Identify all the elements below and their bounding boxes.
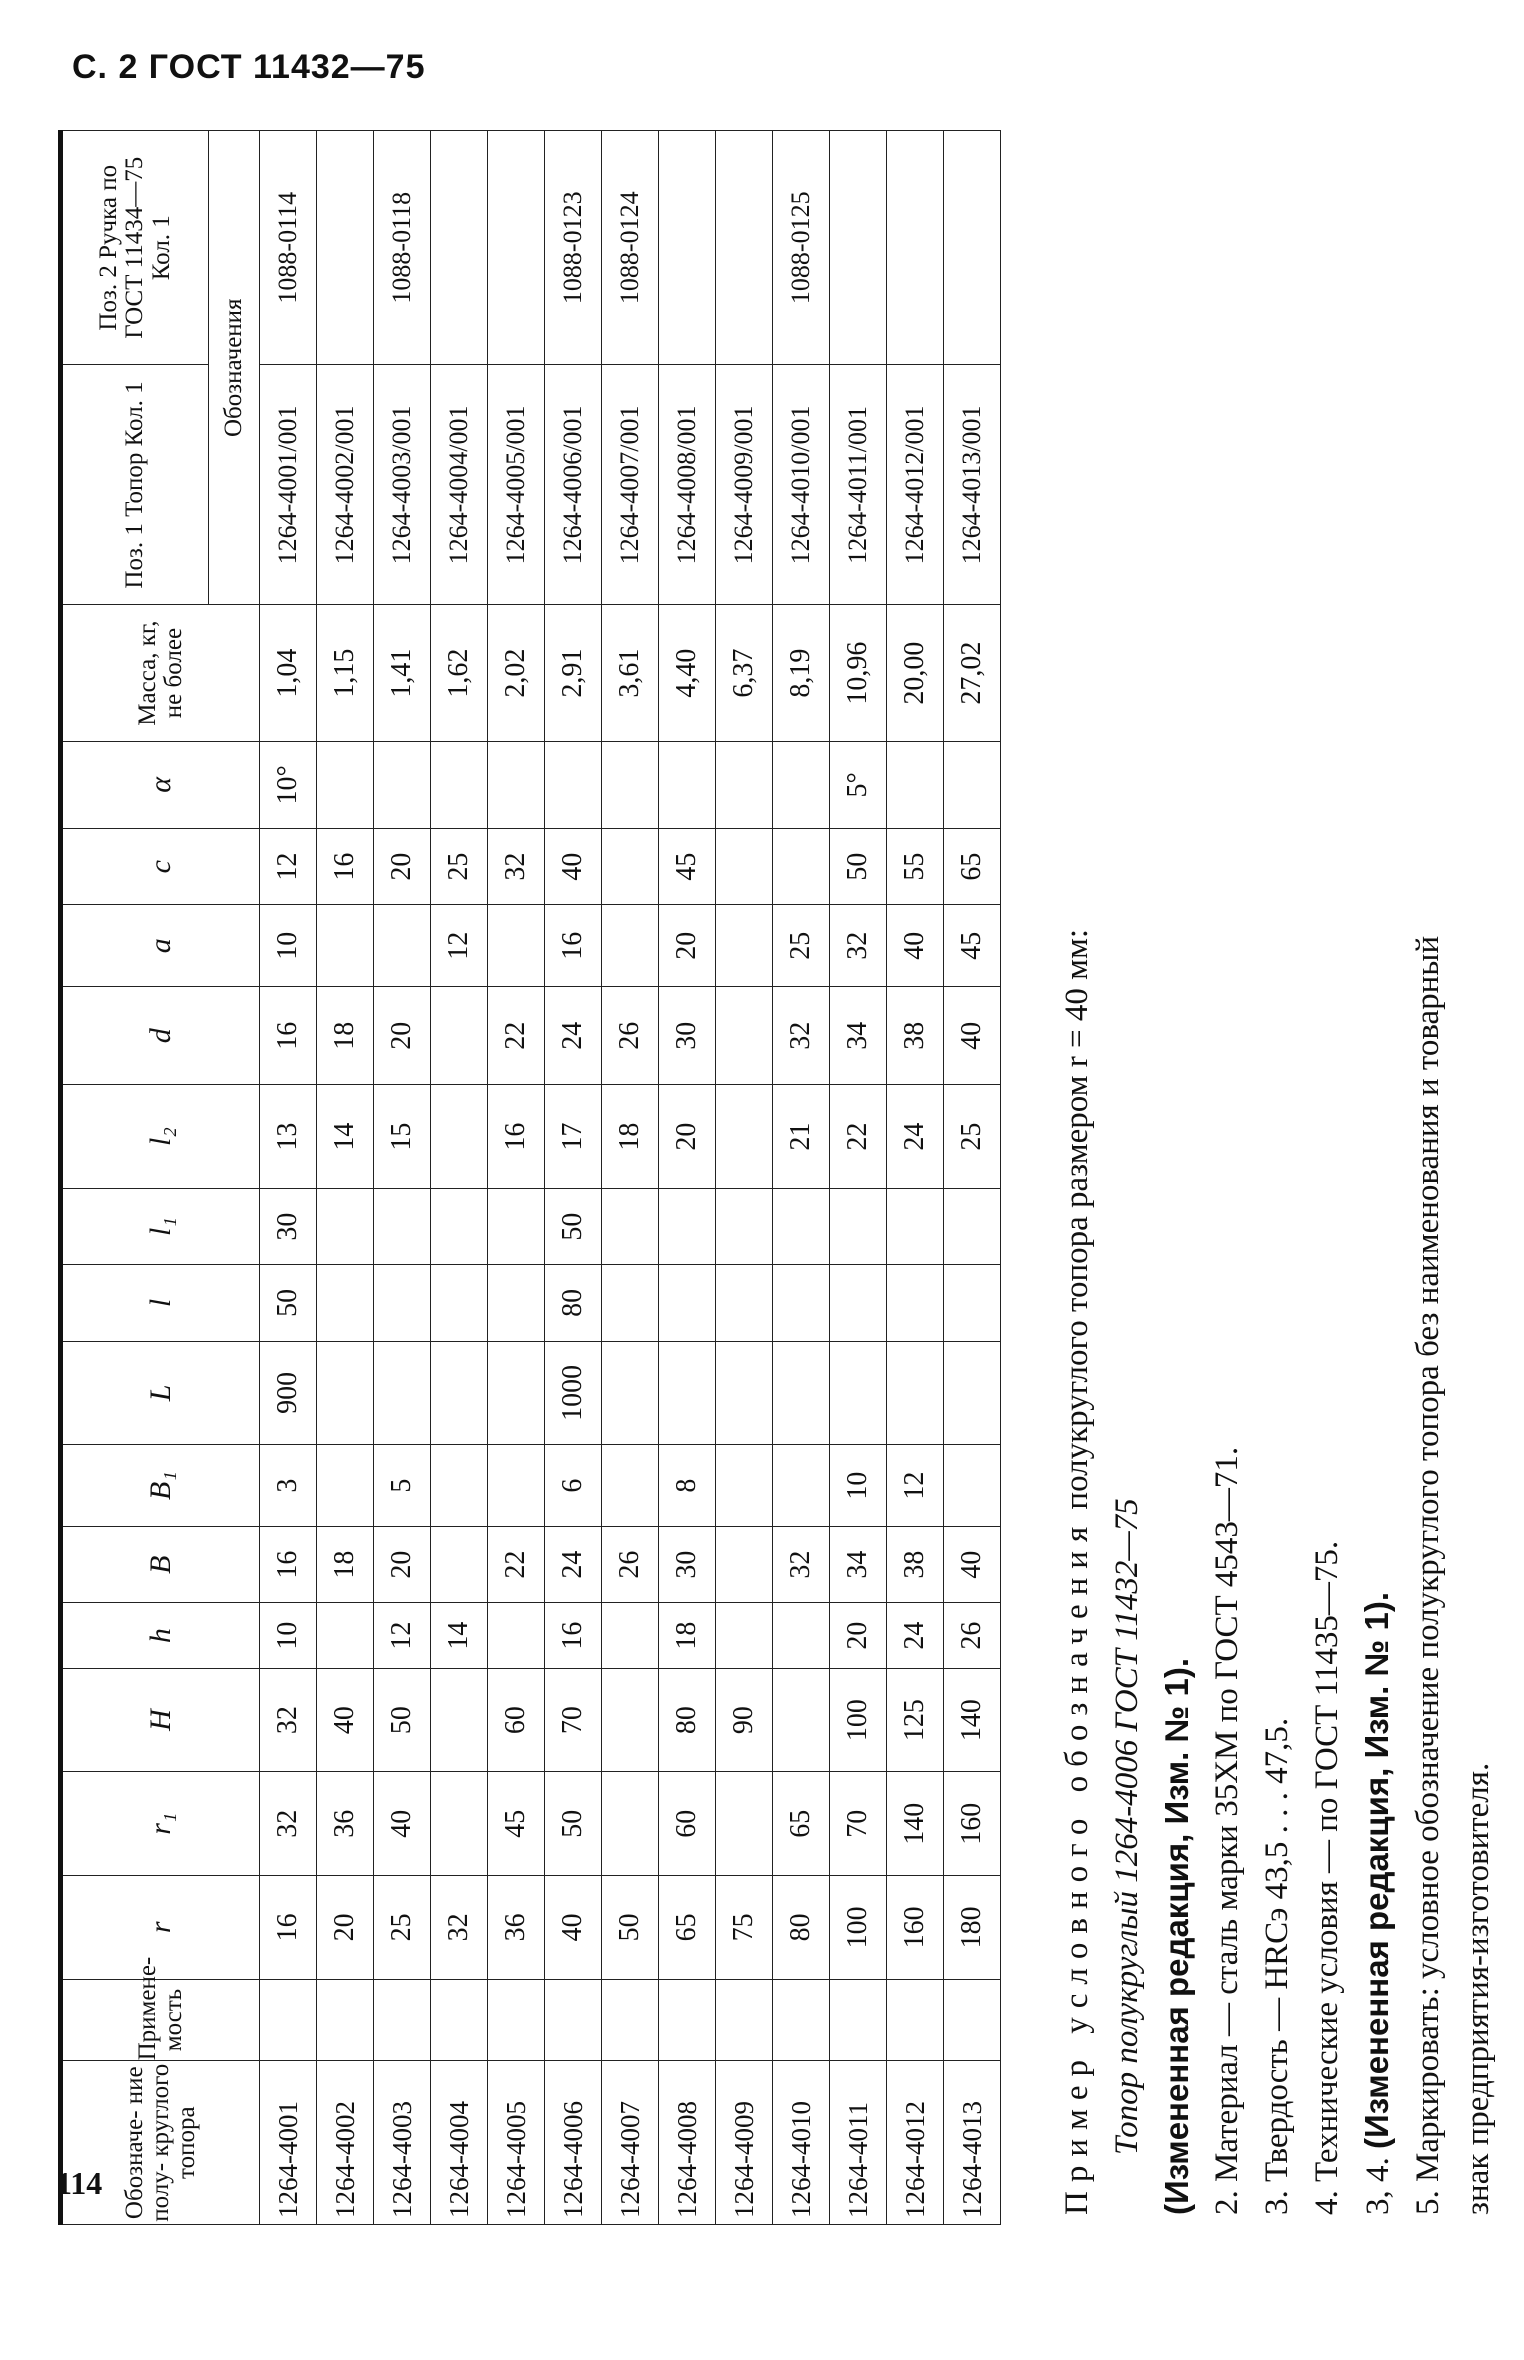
- cell-pos1: 1264-4011/001: [830, 365, 887, 605]
- cell-a: 10: [260, 905, 317, 987]
- cell-pos2: 1088-0118: [374, 131, 431, 365]
- cell-l2: 15: [374, 1085, 431, 1189]
- cell-l1: [830, 1188, 887, 1264]
- example-label: Пример условного обозначения: [1059, 1517, 1095, 2215]
- cell-L: [659, 1341, 716, 1445]
- cell-alpha: 5°: [830, 741, 887, 828]
- notes-block: [1052, 135, 1503, 2215]
- cell-L: [773, 1341, 830, 1445]
- cell-B: 20: [374, 1527, 431, 1603]
- cell-alpha: [374, 741, 431, 828]
- cell-alpha: [431, 741, 488, 828]
- cell-r: 25: [374, 1876, 431, 1980]
- cell-des: 1264-4010: [773, 2061, 830, 2225]
- cell-pos2: [431, 131, 488, 365]
- cell-app: [488, 1979, 545, 2061]
- header-alpha: α: [63, 741, 260, 828]
- table-row: [944, 131, 1001, 2225]
- cell-l: [944, 1265, 1001, 1341]
- cell-l2: 14: [317, 1085, 374, 1189]
- cell-alpha: [602, 741, 659, 828]
- cell-app: [944, 1979, 1001, 2061]
- cell-pos2: [716, 131, 773, 365]
- cell-L: [716, 1341, 773, 1445]
- cell-h: [773, 1603, 830, 1668]
- header-h: h: [63, 1603, 260, 1668]
- cell-h: [488, 1603, 545, 1668]
- cell-h: 10: [260, 1603, 317, 1668]
- header-L: L: [63, 1341, 260, 1445]
- cell-l1: 30: [260, 1188, 317, 1264]
- cell-l1: [431, 1188, 488, 1264]
- cell-des: 1264-4009: [716, 2061, 773, 2225]
- cell-h: 20: [830, 1603, 887, 1668]
- cell-d: [716, 987, 773, 1085]
- cell-B1: [317, 1445, 374, 1527]
- cell-pos2: 1088-0114: [260, 131, 317, 365]
- cell-r: 180: [944, 1876, 1001, 1980]
- cell-alpha: [773, 741, 830, 828]
- amendment-34-prefix: 3, 4.: [1360, 2157, 1396, 2215]
- cell-l2: 21: [773, 1085, 830, 1189]
- cell-alpha: [887, 741, 944, 828]
- cell-des: 1264-4005: [488, 2061, 545, 2225]
- cell-l2: [431, 1085, 488, 1189]
- cell-r1: 60: [659, 1772, 716, 1876]
- cell-B: 30: [659, 1527, 716, 1603]
- cell-pos2: [944, 131, 1001, 365]
- cell-mass: 6,37: [716, 605, 773, 741]
- cell-r1: 40: [374, 1772, 431, 1876]
- header-a: a: [63, 905, 260, 987]
- cell-l: [317, 1265, 374, 1341]
- cell-alpha: [545, 741, 602, 828]
- cell-des: 1264-4002: [317, 2061, 374, 2225]
- cell-l: [374, 1265, 431, 1341]
- cell-mass: 27,02: [944, 605, 1001, 741]
- cell-l: 80: [545, 1265, 602, 1341]
- cell-app: [716, 1979, 773, 2061]
- cell-l2: 16: [488, 1085, 545, 1189]
- cell-alpha: 10°: [260, 741, 317, 828]
- cell-l1: [374, 1188, 431, 1264]
- header-application: Примене- мость: [63, 1979, 260, 2061]
- cell-pos2: 1088-0125: [773, 131, 830, 365]
- note-technical-conditions: 4. Технические условия — по ГОСТ 11435—75.: [1309, 1540, 1345, 2215]
- cell-pos1: 1264-4010/001: [773, 365, 830, 605]
- cell-alpha: [944, 741, 1001, 828]
- cell-app: [887, 1979, 944, 2061]
- cell-l2: 24: [887, 1085, 944, 1189]
- cell-alpha: [488, 741, 545, 828]
- cell-r: 100: [830, 1876, 887, 1980]
- cell-c: 50: [830, 829, 887, 905]
- cell-L: [317, 1341, 374, 1445]
- table-row: [317, 131, 374, 2225]
- cell-mass: 1,15: [317, 605, 374, 741]
- cell-h: 14: [431, 1603, 488, 1668]
- cell-l2: 17: [545, 1085, 602, 1189]
- table-row: [773, 131, 830, 2225]
- cell-alpha: [659, 741, 716, 828]
- cell-des: 1264-4001: [260, 2061, 317, 2225]
- header-r1: r₁: [63, 1772, 260, 1876]
- cell-H: 60: [488, 1668, 545, 1772]
- cell-a: 40: [887, 905, 944, 987]
- cell-B1: [944, 1445, 1001, 1527]
- cell-d: 18: [317, 987, 374, 1085]
- table-row: [431, 131, 488, 2225]
- cell-B1: 5: [374, 1445, 431, 1527]
- cell-l1: [488, 1188, 545, 1264]
- cell-pos1: 1264-4006/001: [545, 365, 602, 605]
- cell-mass: 4,40: [659, 605, 716, 741]
- cell-r1: [716, 1772, 773, 1876]
- cell-a: 25: [773, 905, 830, 987]
- cell-app: [374, 1979, 431, 2061]
- cell-des: 1264-4006: [545, 2061, 602, 2225]
- cell-h: 12: [374, 1603, 431, 1668]
- header-l2: l₂: [63, 1085, 260, 1189]
- cell-r1: 160: [944, 1772, 1001, 1876]
- cell-pos2: [830, 131, 887, 365]
- table-row: [716, 131, 773, 2225]
- cell-des: 1264-4004: [431, 2061, 488, 2225]
- cell-a: 20: [659, 905, 716, 987]
- cell-des: 1264-4013: [944, 2061, 1001, 2225]
- cell-H: 125: [887, 1668, 944, 1772]
- cell-B: [431, 1527, 488, 1603]
- cell-B1: 3: [260, 1445, 317, 1527]
- cell-l1: [317, 1188, 374, 1264]
- cell-h: 24: [887, 1603, 944, 1668]
- cell-r: 50: [602, 1876, 659, 1980]
- cell-c: 12: [260, 829, 317, 905]
- page-number: 114: [56, 2165, 103, 2201]
- cell-pos1: 1264-4004/001: [431, 365, 488, 605]
- cell-B: 16: [260, 1527, 317, 1603]
- cell-B1: [773, 1445, 830, 1527]
- cell-d: [431, 987, 488, 1085]
- cell-l: [773, 1265, 830, 1341]
- cell-H: 40: [317, 1668, 374, 1772]
- cell-l1: [773, 1188, 830, 1264]
- table-row: [374, 131, 431, 2225]
- cell-H: 80: [659, 1668, 716, 1772]
- cell-alpha: [716, 741, 773, 828]
- cell-L: [374, 1341, 431, 1445]
- cell-l1: [887, 1188, 944, 1264]
- cell-B: 18: [317, 1527, 374, 1603]
- cell-r1: [431, 1772, 488, 1876]
- cell-h: 16: [545, 1603, 602, 1668]
- cell-mass: 10,96: [830, 605, 887, 741]
- cell-r1: [602, 1772, 659, 1876]
- top-rule: [58, 130, 63, 2225]
- cell-r1: 50: [545, 1772, 602, 1876]
- cell-B1: [716, 1445, 773, 1527]
- cell-d: 20: [374, 987, 431, 1085]
- cell-app: [317, 1979, 374, 2061]
- cell-c: 65: [944, 829, 1001, 905]
- cell-B: 22: [488, 1527, 545, 1603]
- cell-a: [716, 905, 773, 987]
- cell-l1: [602, 1188, 659, 1264]
- cell-r1: 65: [773, 1772, 830, 1876]
- cell-d: 38: [887, 987, 944, 1085]
- cell-pos2: [659, 131, 716, 365]
- cell-c: 32: [488, 829, 545, 905]
- header-d: d: [63, 987, 260, 1085]
- cell-B: 38: [887, 1527, 944, 1603]
- cell-des: 1264-4008: [659, 2061, 716, 2225]
- amendment-34-bold: (Измененная редакция, Изм. № 1).: [1358, 1592, 1395, 2149]
- cell-B1: 6: [545, 1445, 602, 1527]
- cell-a: [317, 905, 374, 987]
- cell-L: [830, 1341, 887, 1445]
- cell-app: [659, 1979, 716, 2061]
- cell-L: 900: [260, 1341, 317, 1445]
- table-row: [887, 131, 944, 2225]
- header-mass: Масса, кг, не более: [63, 605, 260, 741]
- cell-c: 20: [374, 829, 431, 905]
- header-c: c: [63, 829, 260, 905]
- cell-pos1: 1264-4007/001: [602, 365, 659, 605]
- cell-r: 40: [545, 1876, 602, 1980]
- cell-H: 32: [260, 1668, 317, 1772]
- table-row: [659, 131, 716, 2225]
- cell-H: [431, 1668, 488, 1772]
- cell-h: 18: [659, 1603, 716, 1668]
- axe-dimensions-table: [62, 130, 1001, 2225]
- cell-h: [317, 1603, 374, 1668]
- cell-a: [488, 905, 545, 987]
- cell-app: [773, 1979, 830, 2061]
- cell-B: 24: [545, 1527, 602, 1603]
- amendment-note-1: (Измененная редакция, Изм. № 1).: [1158, 1658, 1195, 2215]
- page-header: С. 2 ГОСТ 11432—75: [72, 48, 426, 86]
- cell-pos1: 1264-4002/001: [317, 365, 374, 605]
- cell-app: [431, 1979, 488, 2061]
- cell-d: 40: [944, 987, 1001, 1085]
- cell-mass: 8,19: [773, 605, 830, 741]
- cell-c: 55: [887, 829, 944, 905]
- table-row: [830, 131, 887, 2225]
- cell-pos1: 1264-4008/001: [659, 365, 716, 605]
- cell-mass: 2,91: [545, 605, 602, 741]
- cell-r: 160: [887, 1876, 944, 1980]
- cell-B: 32: [773, 1527, 830, 1603]
- cell-pos1: 1264-4005/001: [488, 365, 545, 605]
- cell-mass: 20,00: [887, 605, 944, 741]
- cell-c: 40: [545, 829, 602, 905]
- header-B: B: [63, 1527, 260, 1603]
- cell-l: [431, 1265, 488, 1341]
- cell-H: 50: [374, 1668, 431, 1772]
- cell-pos1: 1264-4009/001: [716, 365, 773, 605]
- cell-h: [716, 1603, 773, 1668]
- cell-r: 80: [773, 1876, 830, 1980]
- header-l1: l₁: [63, 1188, 260, 1264]
- table-row: [545, 131, 602, 2225]
- note-marking-1: 5. Маркировать: условное обозначение полукруглого топора без наименования и товарный: [1410, 935, 1446, 2215]
- cell-B1: [431, 1445, 488, 1527]
- note-material: 2. Материал — сталь марки 35ХМ по ГОСТ 4543—71.: [1209, 1446, 1245, 2215]
- cell-l: 50: [260, 1265, 317, 1341]
- cell-l: [887, 1265, 944, 1341]
- cell-l: [716, 1265, 773, 1341]
- header-pos2: Поз. 2 Ручка по ГОСТ 11434—75 Кол. 1: [63, 131, 209, 365]
- cell-L: 1000: [545, 1341, 602, 1445]
- cell-d: 26: [602, 987, 659, 1085]
- cell-H: 140: [944, 1668, 1001, 1772]
- cell-r: 75: [716, 1876, 773, 1980]
- header-B1: B₁: [63, 1445, 260, 1527]
- cell-alpha: [317, 741, 374, 828]
- cell-pos2: [887, 131, 944, 365]
- header-l: l: [63, 1265, 260, 1341]
- cell-mass: 1,41: [374, 605, 431, 741]
- cell-B1: 10: [830, 1445, 887, 1527]
- cell-B: 34: [830, 1527, 887, 1603]
- cell-r: 16: [260, 1876, 317, 1980]
- cell-B1: 12: [887, 1445, 944, 1527]
- cell-L: [944, 1341, 1001, 1445]
- header-designations: Обозначения: [209, 131, 260, 605]
- cell-r: 36: [488, 1876, 545, 1980]
- cell-a: 45: [944, 905, 1001, 987]
- cell-L: [887, 1341, 944, 1445]
- cell-r1: 45: [488, 1772, 545, 1876]
- cell-pos1: 1264-4003/001: [374, 365, 431, 605]
- cell-H: 70: [545, 1668, 602, 1772]
- cell-B1: 8: [659, 1445, 716, 1527]
- cell-c: [716, 829, 773, 905]
- cell-app: [545, 1979, 602, 2061]
- cell-l2: 22: [830, 1085, 887, 1189]
- cell-r: 20: [317, 1876, 374, 1980]
- cell-mass: 1,62: [431, 605, 488, 741]
- cell-mass: 2,02: [488, 605, 545, 741]
- note-marking-2: знак предприятия-изготовителя.: [1460, 1762, 1496, 2215]
- cell-pos1: 1264-4001/001: [260, 365, 317, 605]
- amendment-note-34: [1352, 135, 1403, 2215]
- cell-des: 1264-4007: [602, 2061, 659, 2225]
- cell-B1: [602, 1445, 659, 1527]
- cell-l1: [659, 1188, 716, 1264]
- cell-app: [260, 1979, 317, 2061]
- cell-H: [773, 1668, 830, 1772]
- cell-l: [602, 1265, 659, 1341]
- cell-app: [602, 1979, 659, 2061]
- cell-B: 40: [944, 1527, 1001, 1603]
- cell-l1: [944, 1188, 1001, 1264]
- header-H: H: [63, 1668, 260, 1772]
- cell-l: [659, 1265, 716, 1341]
- cell-l: [830, 1265, 887, 1341]
- cell-a: 12: [431, 905, 488, 987]
- cell-c: 16: [317, 829, 374, 905]
- note-hardness: 3. Твердость — HRCэ 43,5 . . . 47,5.: [1259, 1717, 1295, 2215]
- table-row: [602, 131, 659, 2225]
- cell-H: 100: [830, 1668, 887, 1772]
- cell-d: 34: [830, 987, 887, 1085]
- cell-a: 32: [830, 905, 887, 987]
- cell-B: [716, 1527, 773, 1603]
- cell-h: [602, 1603, 659, 1668]
- cell-d: 30: [659, 987, 716, 1085]
- cell-mass: 1,04: [260, 605, 317, 741]
- example-text: полукруглого топора размером r = 40 мм:: [1059, 928, 1095, 1518]
- cell-B1: [488, 1445, 545, 1527]
- cell-des: 1264-4003: [374, 2061, 431, 2225]
- cell-r: 65: [659, 1876, 716, 1980]
- cell-H: 90: [716, 1668, 773, 1772]
- cell-pos2: [317, 131, 374, 365]
- cell-pos2: 1088-0123: [545, 131, 602, 365]
- cell-h: 26: [944, 1603, 1001, 1668]
- cell-pos1: 1264-4013/001: [944, 365, 1001, 605]
- cell-pos2: 1088-0124: [602, 131, 659, 365]
- header-r: r: [63, 1876, 260, 1980]
- cell-r1: 70: [830, 1772, 887, 1876]
- cell-mass: 3,61: [602, 605, 659, 741]
- cell-d: 16: [260, 987, 317, 1085]
- cell-r1: 140: [887, 1772, 944, 1876]
- cell-app: [830, 1979, 887, 2061]
- cell-r1: 32: [260, 1772, 317, 1876]
- header-pos1: Поз. 1 Топор Кол. 1: [63, 365, 209, 605]
- cell-r1: 36: [317, 1772, 374, 1876]
- cell-a: 16: [545, 905, 602, 987]
- cell-a: [374, 905, 431, 987]
- cell-pos1: 1264-4012/001: [887, 365, 944, 605]
- cell-d: 32: [773, 987, 830, 1085]
- example-line: [1052, 135, 1102, 2215]
- table-row: [488, 131, 545, 2225]
- cell-l2: 13: [260, 1085, 317, 1189]
- cell-l1: [716, 1188, 773, 1264]
- cell-L: [488, 1341, 545, 1445]
- cell-l2: 25: [944, 1085, 1001, 1189]
- cell-l: [488, 1265, 545, 1341]
- cell-pos2: [488, 131, 545, 365]
- cell-l1: 50: [545, 1188, 602, 1264]
- header-designation: Обозначе- ние полу- круглого топора: [63, 2061, 260, 2225]
- cell-des: 1264-4011: [830, 2061, 887, 2225]
- cell-d: 24: [545, 987, 602, 1085]
- cell-d: 22: [488, 987, 545, 1085]
- cell-c: [773, 829, 830, 905]
- cell-L: [431, 1341, 488, 1445]
- cell-c: [602, 829, 659, 905]
- cell-l2: [716, 1085, 773, 1189]
- cell-des: 1264-4012: [887, 2061, 944, 2225]
- cell-r: 32: [431, 1876, 488, 1980]
- cell-H: [602, 1668, 659, 1772]
- cell-a: [602, 905, 659, 987]
- rotated-content: [62, 130, 1496, 2225]
- cell-L: [602, 1341, 659, 1445]
- cell-c: 25: [431, 829, 488, 905]
- cell-B: 26: [602, 1527, 659, 1603]
- table-row: [260, 131, 317, 2225]
- cell-l2: 18: [602, 1085, 659, 1189]
- cell-c: 45: [659, 829, 716, 905]
- cell-l2: 20: [659, 1085, 716, 1189]
- example-designation: Топор полукруглый 1264-4006 ГОСТ 11432—75: [1109, 1498, 1145, 2155]
